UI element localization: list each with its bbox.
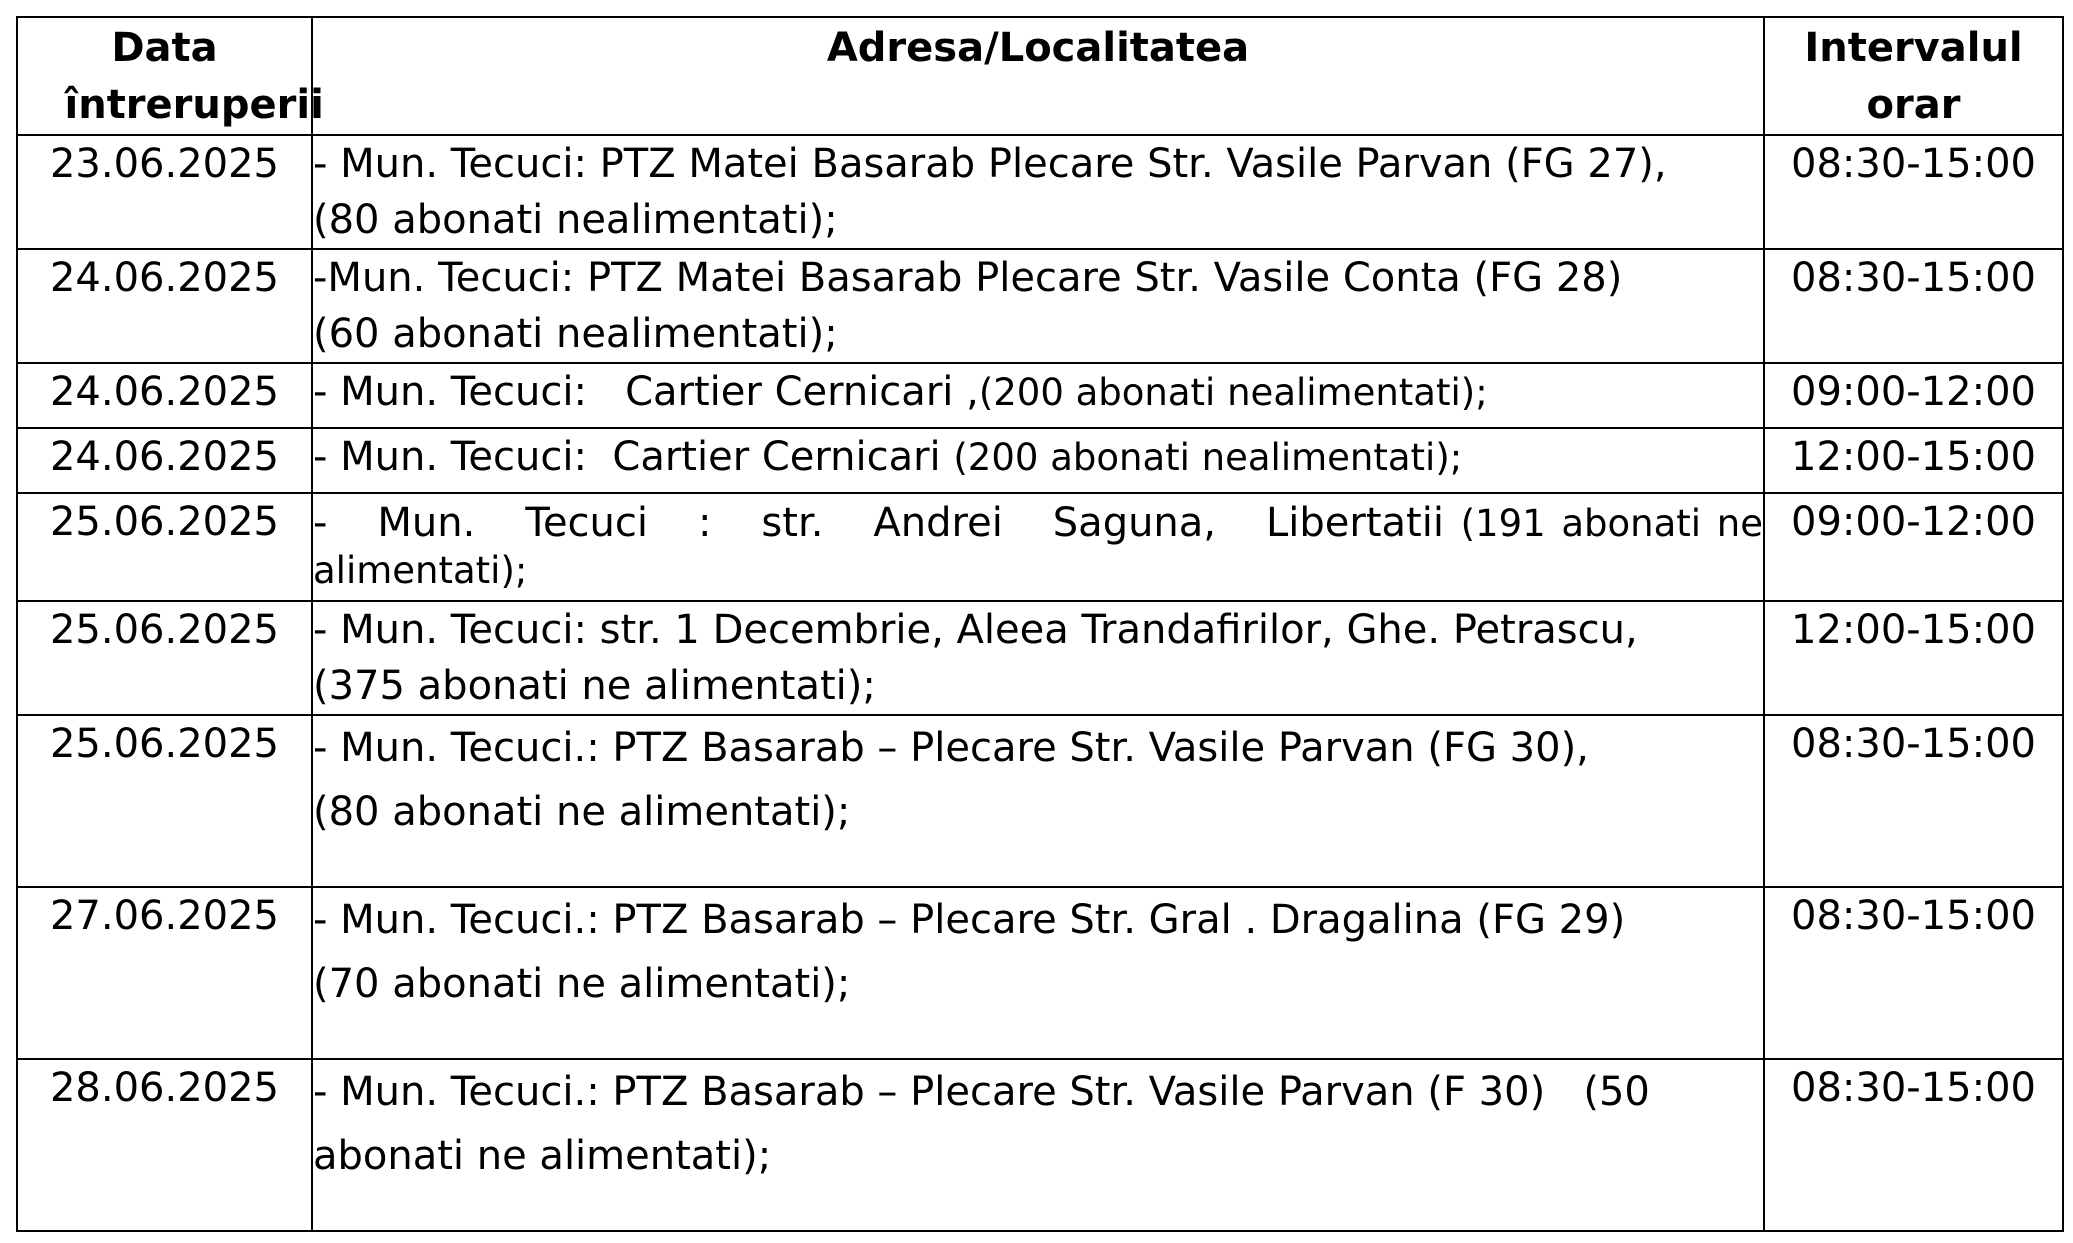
row-date: 27.06.2025 [17,887,312,1059]
row-address [312,363,1764,428]
table-row [17,887,2063,1059]
row-address-line: (80 abonati ne alimentati); [313,789,851,835]
table-row [17,135,2063,249]
header-date [17,17,324,135]
row-address [312,249,1764,363]
row-date: 28.06.2025 [17,1059,312,1231]
table-row [17,363,2063,428]
table-header-row [17,17,2063,135]
row-date: 23.06.2025 [17,135,312,249]
row-date: 24.06.2025 [17,428,312,493]
row-address-line: (375 abonati ne alimentati); [313,663,876,709]
row-address-line: - Mun. Tecuci: PTZ Matei Basarab Plecare Str. Vasile Parvan (FG 27), [313,141,1667,187]
row-date: 24.06.2025 [17,363,312,428]
row-address-subscribers: (191 abonati ne alimentati); [313,502,1763,592]
row-address-subscribers: (200 abonati nealimentati); [978,371,1488,414]
row-interval: 09:00-12:00 [1764,363,2063,428]
row-interval: 09:00-12:00 [1764,493,2063,601]
row-address-line: (70 abonati ne alimentati); [313,961,851,1007]
row-address-line: -Mun. Tecuci: PTZ Matei Basarab Plecare Str. Vasile Conta (FG 28) [313,255,1623,301]
row-address-subscribers: (200 abonati nealimentati); [953,436,1463,479]
table-row [17,249,2063,363]
row-interval: 08:30-15:00 [1764,135,2063,249]
header-date-label: Data întreruperii [64,25,324,128]
table-row [17,601,2063,715]
table-row [17,715,2063,887]
row-address [312,715,1764,887]
row-date: 25.06.2025 [17,715,312,887]
table-row [17,493,2063,601]
row-interval: 12:00-15:00 [1764,601,2063,715]
table-row [17,1059,2063,1231]
row-address [312,887,1764,1059]
power-outage-table [16,16,2064,1232]
table-row [17,428,2063,493]
header-interval-label: Intervalul orar [1804,25,2023,128]
row-address-line: - Mun. Tecuci.: PTZ Basarab – Plecare Str. Vasile Parvan (F 30) (50 [313,1069,1650,1115]
row-interval: 08:30-15:00 [1764,1059,2063,1231]
row-interval: 12:00-15:00 [1764,428,2063,493]
row-address-line: - Mun. Tecuci: str. 1 Decembrie, Aleea Trandafirilor, Ghe. Petrascu, [313,607,1638,653]
row-date: 24.06.2025 [17,249,312,363]
row-address-line: (80 abonati nealimentati); [313,197,838,243]
row-date: 25.06.2025 [17,493,312,601]
row-address-line: - Mun. Tecuci: Cartier Cernicari , [313,369,979,415]
row-interval: 08:30-15:00 [1764,715,2063,887]
row-address [312,135,1764,249]
header-interval [1764,17,2063,135]
row-address [312,1059,1764,1231]
header-address [312,17,1764,135]
row-date: 25.06.2025 [17,601,312,715]
row-address-line: - Mun. Tecuci: Cartier Cernicari [313,434,954,480]
row-address-line: - Mun. Tecuci : str. Andrei Saguna, Libertatii [313,500,1444,546]
row-address-line: - Mun. Tecuci.: PTZ Basarab – Plecare Str. Vasile Parvan (FG 30), [313,725,1589,771]
row-address [312,601,1764,715]
row-interval: 08:30-15:00 [1764,249,2063,363]
row-address [312,493,1764,601]
row-address [312,428,1764,493]
row-address-line: - Mun. Tecuci.: PTZ Basarab – Plecare Str. Gral . Dragalina (FG 29) [313,897,1626,943]
row-interval: 08:30-15:00 [1764,887,2063,1059]
row-address-line: (60 abonati nealimentati); [313,311,838,357]
header-address-label: Adresa/Localitatea [826,25,1250,71]
row-address-line: abonati ne alimentati); [313,1133,772,1179]
